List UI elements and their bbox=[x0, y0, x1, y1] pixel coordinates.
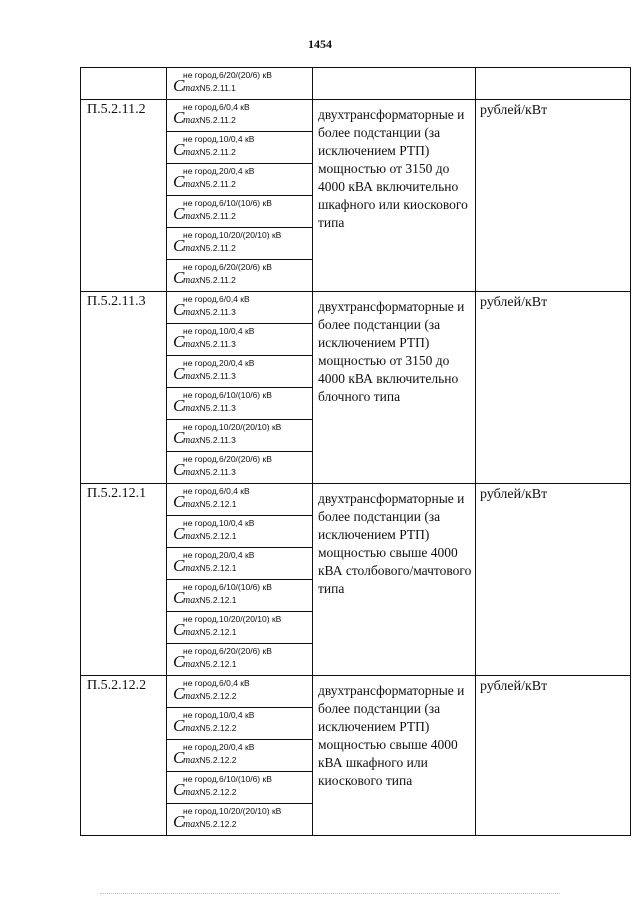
cost-formula bbox=[167, 164, 312, 195]
formula-subscript-code: N5.2.12.2 bbox=[199, 723, 237, 733]
formula-symbol: C bbox=[173, 812, 185, 831]
formula-symbol: C bbox=[173, 556, 185, 575]
formula-symbol: C bbox=[173, 300, 185, 319]
formula-superscript: не город,6/0,4 кВ bbox=[183, 102, 250, 112]
formula-cell bbox=[167, 452, 313, 484]
formula-cell bbox=[167, 484, 313, 516]
formula-superscript: не город,6/10/(10/6) кВ bbox=[183, 198, 272, 208]
formula-cell bbox=[167, 644, 313, 676]
table-row bbox=[81, 484, 631, 516]
formula-symbol: C bbox=[173, 684, 185, 703]
formula-superscript: не город,6/0,4 кВ bbox=[183, 294, 250, 304]
cost-formula bbox=[167, 548, 312, 579]
formula-subscript bbox=[183, 340, 236, 350]
formula-cell bbox=[167, 228, 313, 260]
empty-cell bbox=[476, 68, 631, 100]
cost-formula bbox=[167, 580, 312, 611]
formula-superscript: не город,10/20/(20/10) кВ bbox=[183, 806, 282, 816]
formula-symbol: C bbox=[173, 332, 185, 351]
formula-symbol: C bbox=[173, 364, 185, 383]
formula-subscript bbox=[183, 404, 236, 414]
formula-subscript-code: N5.2.12.1 bbox=[199, 659, 237, 669]
formula-subscript-code: N5.2.11.2 bbox=[199, 179, 236, 189]
formula-superscript: не город,10/20/(20/10) кВ bbox=[183, 614, 282, 624]
formula-subscript-max: max bbox=[183, 179, 200, 190]
formula-subscript-code: N5.2.12.1 bbox=[199, 499, 237, 509]
formula-subscript-max: max bbox=[183, 467, 200, 478]
formula-subscript-max: max bbox=[183, 115, 200, 126]
formula-subscript bbox=[183, 500, 237, 510]
formula-superscript: не город,6/20/(20/6) кВ bbox=[183, 262, 272, 272]
formula-subscript-code: N5.2.11.3 bbox=[199, 371, 236, 381]
formula-subscript-max: max bbox=[183, 595, 200, 606]
item-code: П.5.2.11.2 bbox=[81, 100, 167, 292]
formula-subscript bbox=[183, 212, 236, 222]
formula-superscript: не город,6/10/(10/6) кВ bbox=[183, 582, 272, 592]
formula-subscript-code: N5.2.11.3 bbox=[199, 403, 236, 413]
cost-formula bbox=[167, 452, 312, 483]
formula-symbol: C bbox=[173, 76, 185, 95]
formula-subscript-max: max bbox=[183, 211, 200, 222]
formula-subscript-max: max bbox=[183, 339, 200, 350]
formula-superscript: не город,20/0,4 кВ bbox=[183, 358, 255, 368]
cost-formula bbox=[167, 260, 312, 291]
formula-superscript: не город,20/0,4 кВ bbox=[183, 742, 255, 752]
formula-cell bbox=[167, 612, 313, 644]
empty-cell bbox=[81, 68, 167, 100]
formula-cell bbox=[167, 356, 313, 388]
cost-formula bbox=[167, 292, 312, 323]
formula-superscript: не город,6/20/(20/6) кВ bbox=[183, 70, 272, 80]
cost-formula bbox=[167, 484, 312, 515]
formula-symbol: C bbox=[173, 108, 185, 127]
formula-cell bbox=[167, 580, 313, 612]
cost-formula bbox=[167, 708, 312, 739]
formula-cell bbox=[167, 708, 313, 740]
formula-cell bbox=[167, 420, 313, 452]
cost-formula bbox=[167, 68, 312, 99]
formula-subscript bbox=[183, 756, 237, 766]
formula-subscript-max: max bbox=[183, 755, 200, 766]
formula-symbol: C bbox=[173, 492, 185, 511]
formula-subscript-max: max bbox=[183, 499, 200, 510]
formula-symbol: C bbox=[173, 428, 185, 447]
formula-subscript bbox=[183, 788, 237, 798]
page-number: 1454 bbox=[308, 37, 332, 51]
formula-subscript bbox=[183, 628, 237, 638]
formula-subscript bbox=[183, 244, 236, 254]
formula-subscript bbox=[183, 660, 237, 670]
item-description: двухтрансформаторные и более подстанции (за исключением РТП) мощностью от 3150 до 4000 кВА включительно блочного типа bbox=[313, 292, 476, 484]
item-description: двухтрансформаторные и более подстанции (за исключением РТП) мощностью от 3150 до 4000 кВА включительно шкафного или киоскового типа bbox=[313, 100, 476, 292]
formula-subscript-max: max bbox=[183, 403, 200, 414]
formula-superscript: не город,10/20/(20/10) кВ bbox=[183, 230, 282, 240]
tariff-table bbox=[80, 67, 631, 836]
formula-subscript-max: max bbox=[183, 307, 200, 318]
formula-superscript: не город,10/0,4 кВ bbox=[183, 710, 255, 720]
formula-cell bbox=[167, 100, 313, 132]
formula-cell bbox=[167, 804, 313, 836]
item-unit: рублей/кВт bbox=[476, 292, 631, 484]
formula-superscript: не город,6/10/(10/6) кВ bbox=[183, 774, 272, 784]
formula-subscript-max: max bbox=[183, 435, 200, 446]
formula-subscript-max: max bbox=[183, 787, 200, 798]
formula-subscript bbox=[183, 116, 236, 126]
formula-subscript-max: max bbox=[183, 83, 200, 94]
formula-subscript-max: max bbox=[183, 531, 200, 542]
formula-cell bbox=[167, 68, 313, 100]
formula-cell bbox=[167, 516, 313, 548]
formula-symbol: C bbox=[173, 780, 185, 799]
formula-subscript-max: max bbox=[183, 723, 200, 734]
table-row-carryover bbox=[81, 68, 631, 100]
formula-subscript-code: N5.2.11.3 bbox=[199, 435, 236, 445]
formula-subscript-max: max bbox=[183, 147, 200, 158]
formula-subscript bbox=[183, 148, 236, 158]
formula-cell bbox=[167, 164, 313, 196]
formula-cell bbox=[167, 740, 313, 772]
formula-cell bbox=[167, 132, 313, 164]
cost-formula bbox=[167, 772, 312, 803]
formula-subscript bbox=[183, 596, 237, 606]
formula-superscript: не город,6/20/(20/6) кВ bbox=[183, 454, 272, 464]
table-row bbox=[81, 676, 631, 708]
cost-formula bbox=[167, 516, 312, 547]
formula-subscript-code: N5.2.11.3 bbox=[199, 467, 236, 477]
formula-superscript: не город,10/20/(20/10) кВ bbox=[183, 422, 282, 432]
formula-cell bbox=[167, 292, 313, 324]
formula-subscript-max: max bbox=[183, 819, 200, 830]
formula-subscript bbox=[183, 564, 237, 574]
formula-symbol: C bbox=[173, 204, 185, 223]
formula-subscript-code: N5.2.12.2 bbox=[199, 755, 237, 765]
item-unit: рублей/кВт bbox=[476, 484, 631, 676]
page-bottom-rule bbox=[100, 893, 560, 894]
item-code: П.5.2.12.1 bbox=[81, 484, 167, 676]
formula-subscript bbox=[183, 820, 237, 830]
formula-symbol: C bbox=[173, 460, 185, 479]
formula-subscript bbox=[183, 468, 236, 478]
formula-superscript: не город,6/10/(10/6) кВ bbox=[183, 390, 272, 400]
formula-symbol: C bbox=[173, 396, 185, 415]
formula-subscript-code: N5.2.11.3 bbox=[199, 307, 236, 317]
formula-subscript-code: N5.2.11.2 bbox=[199, 275, 236, 285]
formula-subscript-code: N5.2.12.1 bbox=[199, 563, 237, 573]
formula-cell bbox=[167, 196, 313, 228]
formula-subscript-max: max bbox=[183, 371, 200, 382]
formula-subscript-code: N5.2.11.2 bbox=[199, 147, 236, 157]
formula-symbol: C bbox=[173, 524, 185, 543]
formula-subscript bbox=[183, 692, 237, 702]
formula-symbol: C bbox=[173, 748, 185, 767]
formula-subscript bbox=[183, 84, 236, 94]
formula-superscript: не город,6/0,4 кВ bbox=[183, 486, 250, 496]
cost-formula bbox=[167, 100, 312, 131]
formula-subscript-code: N5.2.11.2 bbox=[199, 115, 236, 125]
formula-subscript-max: max bbox=[183, 275, 200, 286]
formula-subscript-code: N5.2.12.2 bbox=[199, 787, 237, 797]
table-row bbox=[81, 292, 631, 324]
cost-formula bbox=[167, 196, 312, 227]
formula-symbol: C bbox=[173, 620, 185, 639]
formula-subscript bbox=[183, 180, 236, 190]
formula-cell bbox=[167, 772, 313, 804]
cost-formula bbox=[167, 132, 312, 163]
formula-subscript-code: N5.2.11.2 bbox=[199, 211, 236, 221]
item-unit: рублей/кВт bbox=[476, 100, 631, 292]
formula-superscript: не город,20/0,4 кВ bbox=[183, 166, 255, 176]
formula-subscript-code: N5.2.11.2 bbox=[199, 243, 236, 253]
formula-symbol: C bbox=[173, 140, 185, 159]
cost-formula bbox=[167, 388, 312, 419]
formula-subscript bbox=[183, 276, 236, 286]
item-unit: рублей/кВт bbox=[476, 676, 631, 836]
formula-symbol: C bbox=[173, 172, 185, 191]
formula-symbol: C bbox=[173, 652, 185, 671]
item-description: двухтрансформаторные и более подстанции (за исключением РТП) мощностью свыше 4000 кВА столбового/мачтового типа bbox=[313, 484, 476, 676]
formula-symbol: C bbox=[173, 236, 185, 255]
cost-formula bbox=[167, 356, 312, 387]
cost-formula bbox=[167, 324, 312, 355]
cost-formula bbox=[167, 644, 312, 675]
formula-superscript: не город,10/0,4 кВ bbox=[183, 518, 255, 528]
formula-cell bbox=[167, 548, 313, 580]
formula-cell bbox=[167, 260, 313, 292]
formula-subscript bbox=[183, 372, 236, 382]
formula-subscript bbox=[183, 724, 237, 734]
table-row bbox=[81, 100, 631, 132]
cost-formula bbox=[167, 228, 312, 259]
formula-subscript-code: N5.2.12.2 bbox=[199, 819, 237, 829]
formula-superscript: не город,10/0,4 кВ bbox=[183, 326, 255, 336]
formula-subscript bbox=[183, 308, 236, 318]
cost-formula bbox=[167, 740, 312, 771]
formula-cell bbox=[167, 324, 313, 356]
formula-subscript-code: N5.2.12.1 bbox=[199, 531, 237, 541]
formula-superscript: не город,6/20/(20/6) кВ bbox=[183, 646, 272, 656]
formula-subscript bbox=[183, 532, 237, 542]
cost-formula bbox=[167, 612, 312, 643]
formula-subscript-code: N5.2.11.1 bbox=[199, 83, 236, 93]
formula-cell bbox=[167, 388, 313, 420]
cost-formula bbox=[167, 804, 312, 835]
formula-subscript-max: max bbox=[183, 691, 200, 702]
formula-subscript-code: N5.2.11.3 bbox=[199, 339, 236, 349]
formula-subscript-max: max bbox=[183, 243, 200, 254]
item-description: двухтрансформаторные и более подстанции (за исключением РТП) мощностью свыше 4000 кВА шкафного или киоскового типа bbox=[313, 676, 476, 836]
item-code: П.5.2.11.3 bbox=[81, 292, 167, 484]
formula-subscript bbox=[183, 436, 236, 446]
empty-cell bbox=[313, 68, 476, 100]
formula-cell bbox=[167, 676, 313, 708]
cost-formula bbox=[167, 420, 312, 451]
formula-subscript-max: max bbox=[183, 659, 200, 670]
cost-formula bbox=[167, 676, 312, 707]
formula-subscript-max: max bbox=[183, 563, 200, 574]
formula-symbol: C bbox=[173, 268, 185, 287]
item-code: П.5.2.12.2 bbox=[81, 676, 167, 836]
formula-superscript: не город,10/0,4 кВ bbox=[183, 134, 255, 144]
formula-superscript: не город,6/0,4 кВ bbox=[183, 678, 250, 688]
formula-subscript-code: N5.2.12.1 bbox=[199, 627, 237, 637]
formula-superscript: не город,20/0,4 кВ bbox=[183, 550, 255, 560]
formula-subscript-max: max bbox=[183, 627, 200, 638]
formula-subscript-code: N5.2.12.1 bbox=[199, 595, 237, 605]
formula-symbol: C bbox=[173, 588, 185, 607]
formula-symbol: C bbox=[173, 716, 185, 735]
formula-subscript-code: N5.2.12.2 bbox=[199, 691, 237, 701]
